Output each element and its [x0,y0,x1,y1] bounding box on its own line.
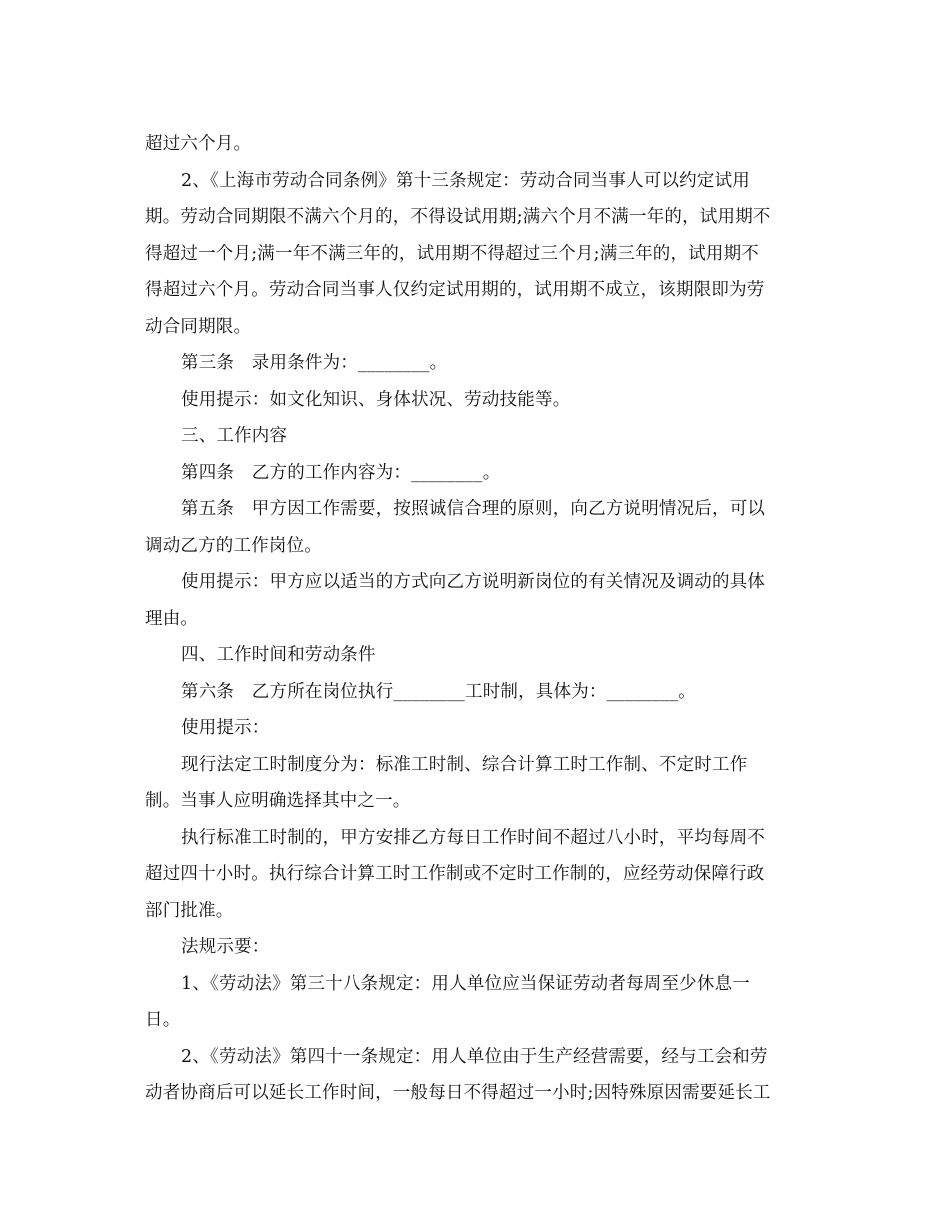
article-3-line: 第三条 录用条件为：________。 [181,353,448,373]
text-line: 2、《劳动法》第四十一条规定：用人单位由于生产经营需要，经与工会和劳 [181,1046,768,1067]
usage-tip-line: 使用提示： [181,718,270,738]
text-line: 超过四十小时。执行综合计算工时工作制或不定时工作制的，应经劳动保障行政 [145,864,765,884]
article-4-line: 第四条 乙方的工作内容为：________。 [181,462,501,483]
text-line: 动合同期限。 [145,316,252,337]
text-line: 得超过一个月;满一年不满三年的，试用期不得超过三个月;满三年的，试用期不 [145,243,759,264]
section-heading-work-time: 四、工作时间和劳动条件 [181,645,376,665]
text-line: 部门批准。 [145,900,234,921]
text-line: 制。当事人应明确选择其中之一。 [145,791,411,811]
text-line: 1、《劳动法》第三十八条规定：用人单位应当保证劳动者每周至少休息一 [181,973,750,994]
document-body [145,126,805,1112]
text-line: 期。劳动合同期限不满六个月的，不得设试用期;满六个月不满一年的，试用期不 [145,207,771,227]
article-5-line: 第五条 甲方因工作需要，按照诚信合理的原则，向乙方说明情况后，可以 [181,499,766,519]
text-line: 现行法定工时制度分为：标准工时制、综合计算工时工作制、不定时工作 [181,754,748,775]
article-6-line: 第六条 乙方所在岗位执行________工时制，具体为：________。 [181,681,696,702]
usage-tip-line: 使用提示：如文化知识、身体状况、劳动技能等。 [181,389,571,410]
text-line: 得超过六个月。劳动合同当事人仅约定试用期的，试用期不成立，该期限即为劳 [145,280,765,300]
text-line: 动者协商后可以延长工作时间，一般每日不得超过一小时;因特殊原因需要延长工 [145,1083,771,1103]
text-line: 日。 [145,1010,181,1030]
section-heading-work-content: 三、工作内容 [181,426,288,446]
text-line: 超过六个月。 [145,134,252,154]
usage-tip-line: 使用提示：甲方应以适当的方式向乙方说明新岗位的有关情况及调动的具体 [181,572,766,592]
text-line: 2、《上海市劳动合同条例》第十三条规定：劳动合同当事人可以约定试用 [181,170,750,191]
regulation-heading: 法规示要： [181,937,270,957]
text-line: 执行标准工时制的，甲方安排乙方每日工作时间不超过八小时，平均每周不 [181,827,766,848]
text-line: 理由。 [145,608,199,629]
text-line: 调动乙方的工作岗位。 [145,535,322,556]
